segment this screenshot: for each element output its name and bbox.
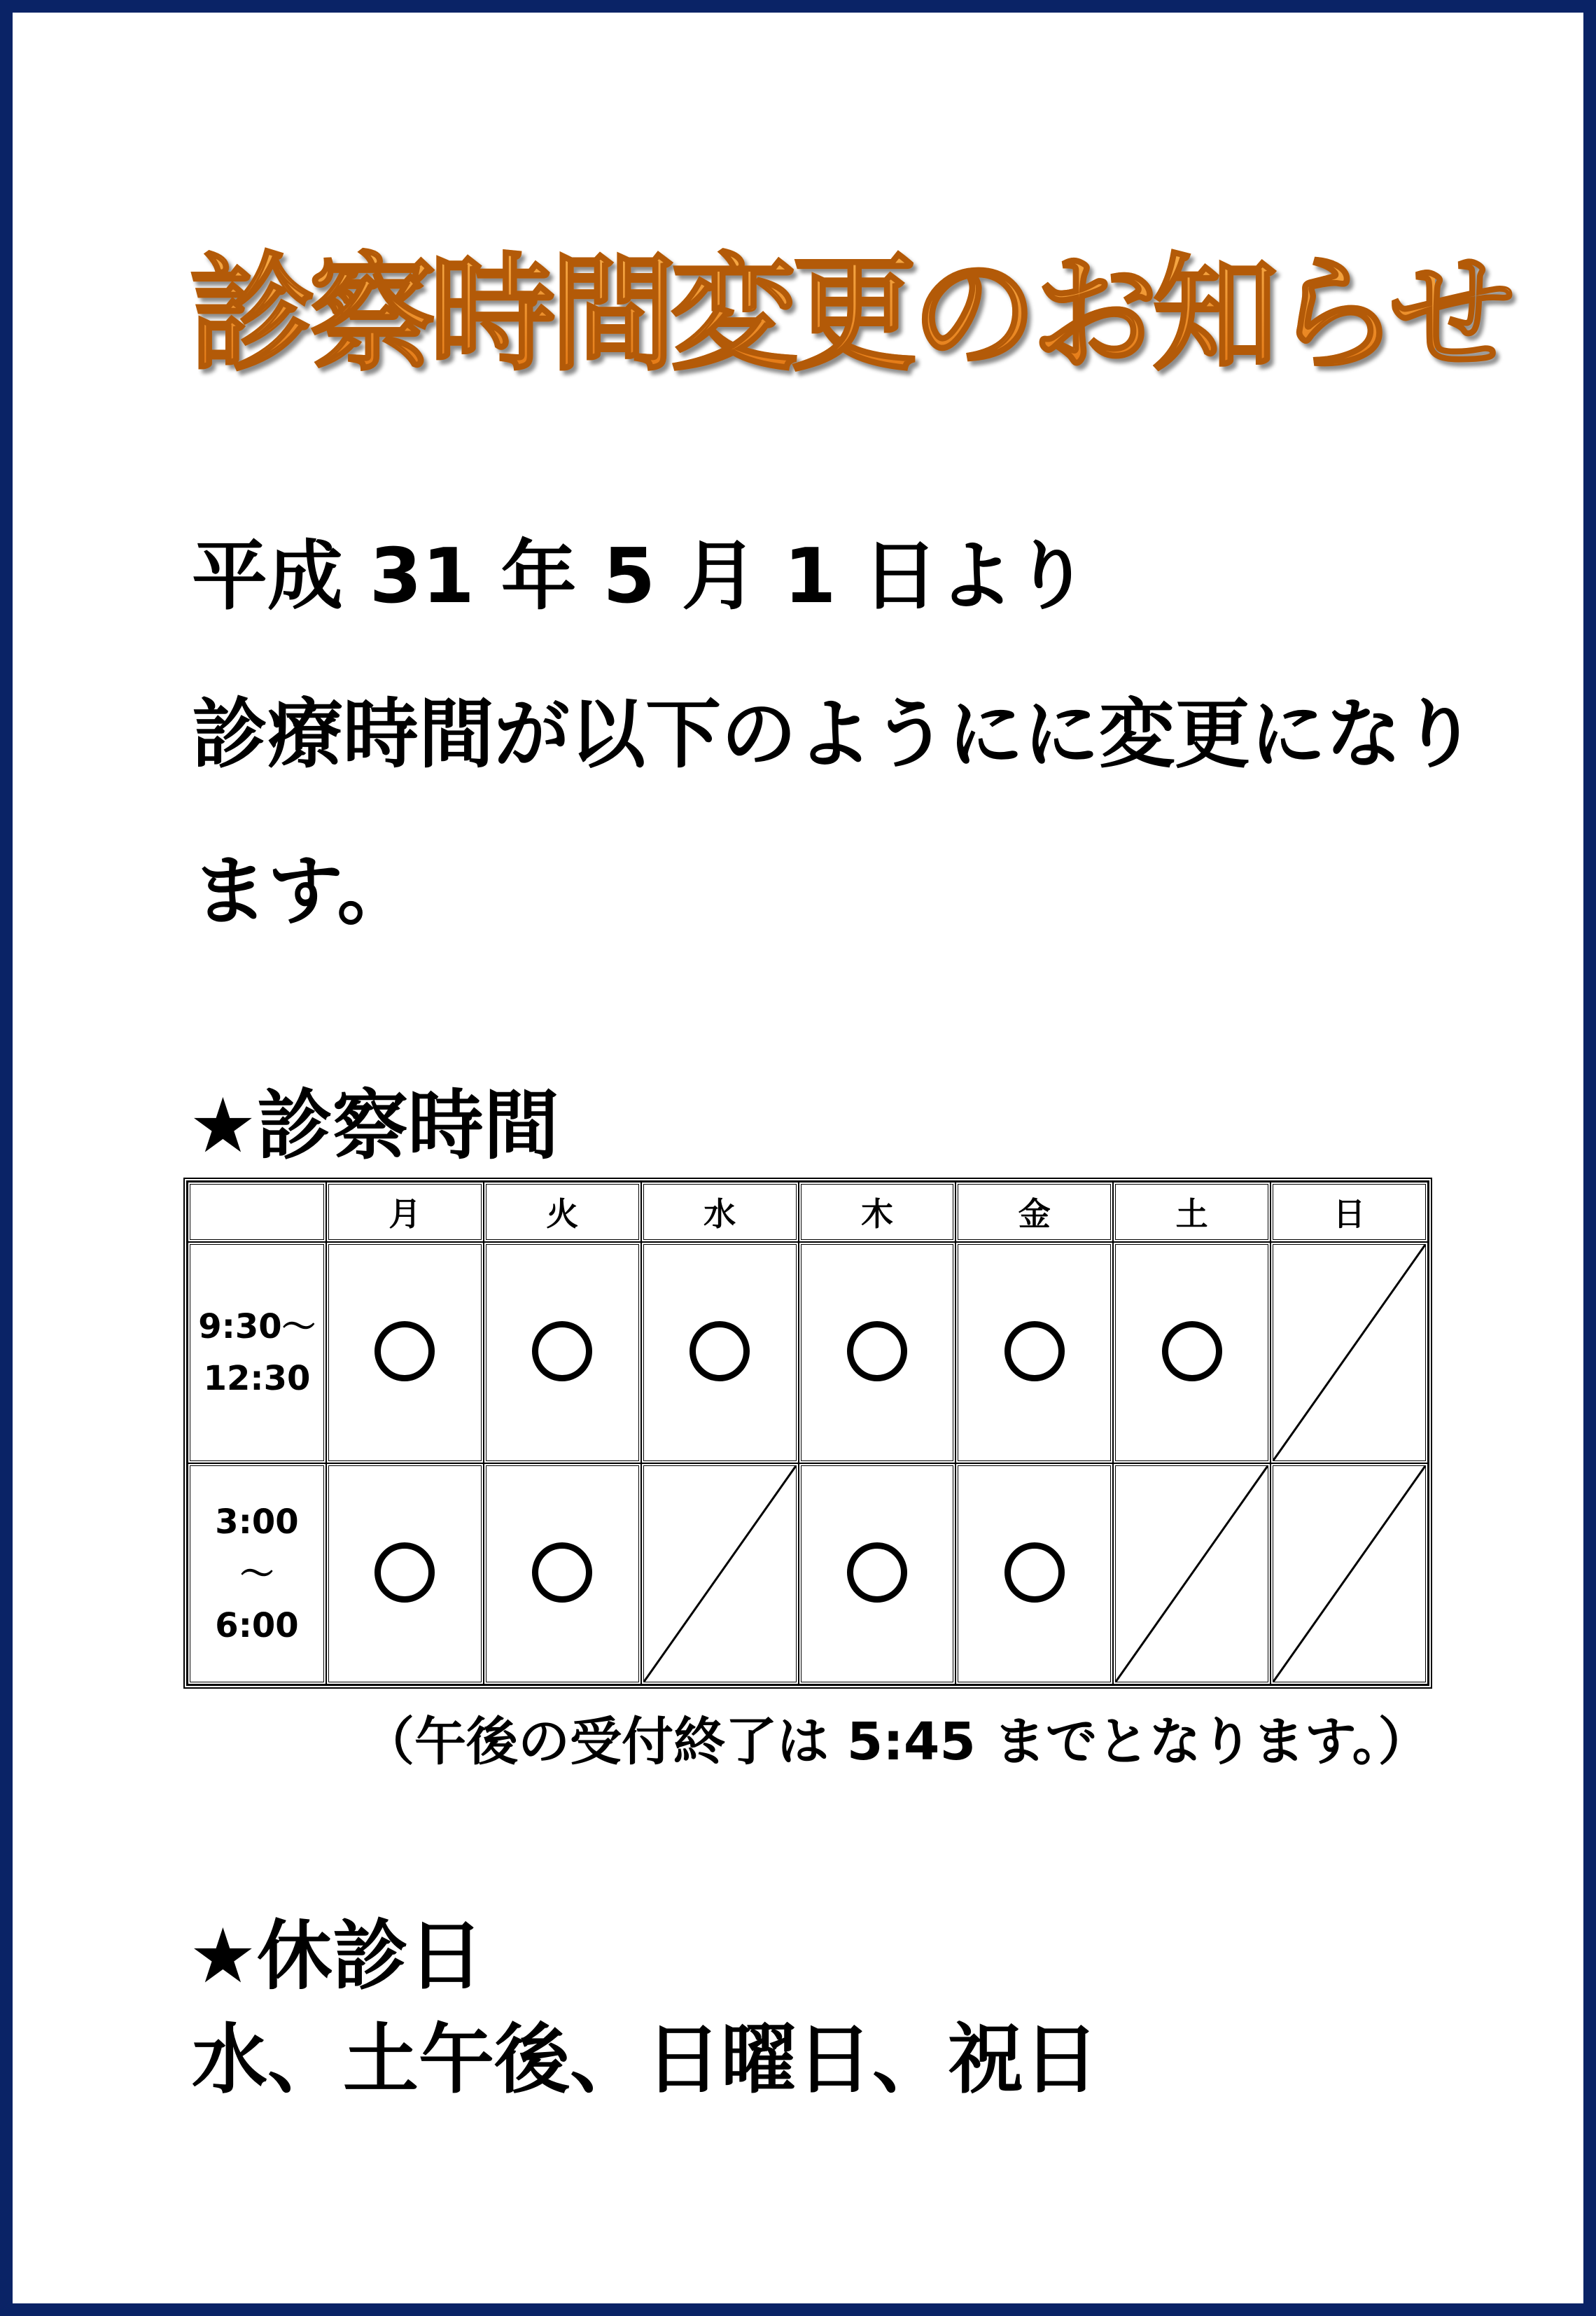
closed-days-heading: ★休診日 bbox=[189, 1913, 484, 2000]
open-cell bbox=[326, 1463, 484, 1684]
open-cell bbox=[484, 1463, 641, 1684]
schedule-row bbox=[188, 1242, 1428, 1463]
closed-cell bbox=[641, 1463, 799, 1684]
time-slot-label: 9:30～ 12:30 bbox=[188, 1242, 326, 1463]
open-cell bbox=[484, 1242, 641, 1463]
open-cell bbox=[799, 1463, 956, 1684]
open-circle-icon bbox=[847, 1321, 907, 1381]
day-header: 土 bbox=[1113, 1182, 1270, 1242]
open-cell bbox=[955, 1463, 1113, 1684]
day-header: 金 bbox=[955, 1182, 1113, 1242]
open-circle-icon bbox=[532, 1542, 592, 1603]
closed-slash-icon bbox=[1273, 1245, 1425, 1460]
reception-note: （午後の受付終了は 5:45 までとなります。） bbox=[363, 1712, 1430, 1772]
notice-line-3: ます。 bbox=[192, 848, 413, 935]
open-cell bbox=[326, 1242, 484, 1463]
closed-slash-icon bbox=[644, 1466, 796, 1682]
open-circle-icon bbox=[1162, 1321, 1222, 1381]
corner-cell bbox=[188, 1182, 326, 1242]
open-circle-icon bbox=[1004, 1542, 1065, 1603]
open-circle-icon bbox=[1004, 1321, 1065, 1381]
hours-heading: ★診察時間 bbox=[189, 1082, 559, 1170]
open-cell bbox=[1113, 1242, 1270, 1463]
open-circle-icon bbox=[374, 1542, 435, 1603]
time-slot-label: 3:00 ～ 6:00 bbox=[188, 1463, 326, 1684]
closed-cell bbox=[1270, 1463, 1428, 1684]
open-cell bbox=[955, 1242, 1113, 1463]
day-header: 月 bbox=[326, 1182, 484, 1242]
schedule-header-row bbox=[188, 1182, 1428, 1242]
closed-days-list: 水、土午後、日曜日、祝日 bbox=[192, 2016, 1100, 2104]
open-circle-icon bbox=[690, 1321, 750, 1381]
closed-cell bbox=[1270, 1242, 1428, 1463]
closed-slash-icon bbox=[1116, 1466, 1268, 1682]
open-circle-icon bbox=[847, 1542, 907, 1603]
day-header: 日 bbox=[1270, 1182, 1428, 1242]
open-circle-icon bbox=[532, 1321, 592, 1381]
notice-line-1: 平成 31 年 5 月 1 日より bbox=[192, 533, 1090, 620]
closed-slash-icon bbox=[1273, 1466, 1425, 1682]
schedule-table bbox=[183, 1178, 1432, 1689]
day-header: 木 bbox=[799, 1182, 956, 1242]
day-header: 火 bbox=[484, 1182, 641, 1242]
notice-line-2: 診療時間が以下のようにに変更になり bbox=[192, 691, 1478, 779]
open-cell bbox=[641, 1242, 799, 1463]
poster-title: 診察時間変更のお知らせ bbox=[189, 238, 1435, 392]
day-header: 水 bbox=[641, 1182, 799, 1242]
open-circle-icon bbox=[374, 1321, 435, 1381]
open-cell bbox=[799, 1242, 956, 1463]
schedule-row bbox=[188, 1463, 1428, 1684]
closed-cell bbox=[1113, 1463, 1270, 1684]
